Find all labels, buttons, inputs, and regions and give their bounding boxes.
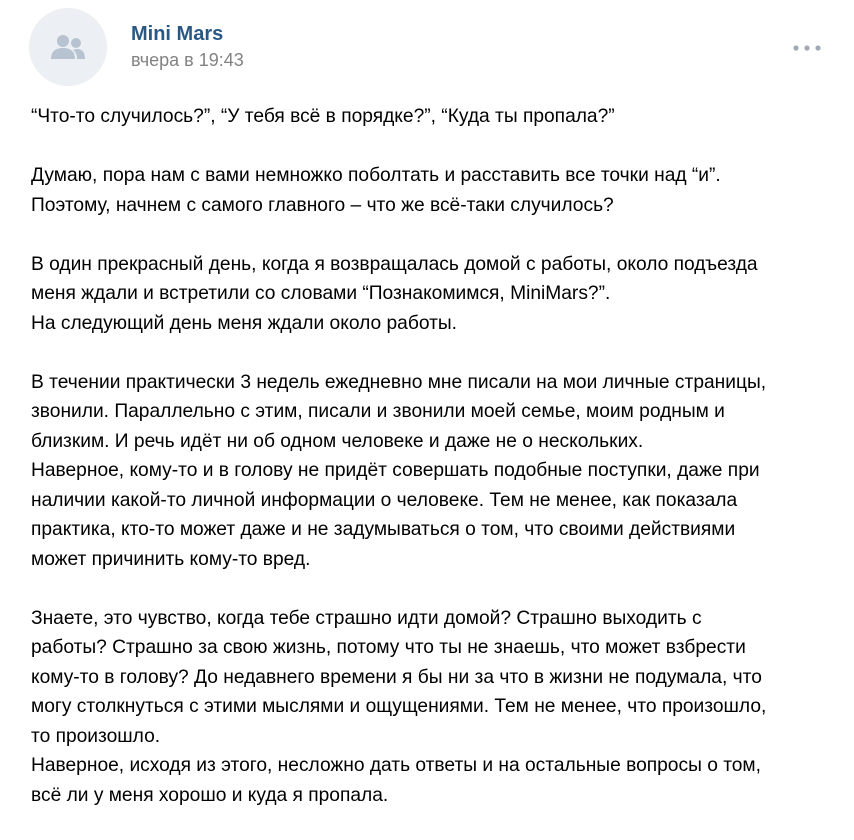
text-line: На следующий день меня ждали около работы. bbox=[31, 312, 457, 334]
post-header bbox=[0, 0, 854, 92]
avatar[interactable] bbox=[29, 8, 107, 86]
text-line: Думаю, пора нам с вами немножко поболтать и расставить все точки над “и”. bbox=[31, 165, 721, 186]
post-paragraph bbox=[31, 368, 831, 575]
text-line: В один прекрасный день, когда я возвращалась домой с работы, около подъезда bbox=[31, 253, 758, 275]
text-line: работы? Страшно за свою жизнь, потому что ты не знаешь, что может взбрести bbox=[31, 637, 746, 658]
text-line: Наверное, кому-то и в голову не придёт совершать подобные поступки, даже при bbox=[31, 460, 760, 481]
text-line: звонили. Параллельно с этим, писали и звонили моей семье, моим родным и bbox=[31, 401, 725, 422]
text-line: Поэтому, начнем с самого главного – что же всё-таки случилось? bbox=[31, 194, 614, 216]
text-line: близким. И речь идёт ни об одном человеке и даже не о нескольких. bbox=[31, 430, 644, 452]
text-line: может причинить кому-то вред. bbox=[31, 548, 311, 570]
more-options-button[interactable] bbox=[790, 36, 824, 58]
post-paragraph bbox=[31, 604, 831, 811]
text-line: всё ли у меня хорошо и куда я пропала. bbox=[31, 784, 389, 806]
text-line: В течении практически 3 недель ежедневно мне писали на мои личные страницы, bbox=[31, 371, 767, 393]
post-date[interactable]: вчера в 19:43 bbox=[131, 50, 244, 70]
post-paragraph bbox=[31, 161, 831, 220]
more-dots-icon bbox=[793, 38, 821, 56]
text-line: Знаете, это чувство, когда тебе страшно идти домой? Страшно выходить с bbox=[31, 607, 702, 629]
text-line: меня ждали и встретили со словами “Познакомимся, MiniMars?”. bbox=[31, 283, 611, 304]
text-line: наличии какой-то личной информации о человеке. Тем не менее, как показала bbox=[31, 489, 738, 511]
text-line: “Что-то случилось?”, “У тебя всё в порядке?”, “Куда ты пропала?” bbox=[31, 106, 615, 127]
post-paragraph bbox=[31, 102, 831, 132]
text-line: кому-то в голову? До недавнего времени я бы ни за что в жизни не подумала, что bbox=[31, 666, 762, 688]
post-paragraph bbox=[31, 250, 831, 339]
post-text bbox=[31, 102, 831, 840]
text-line: могу столкнуться с этими мыслями и ощущениями. Тем не менее, что произошло, bbox=[31, 696, 767, 717]
group-icon bbox=[49, 33, 87, 61]
author-name[interactable]: Mini Mars bbox=[131, 23, 224, 45]
text-line: то произошло. bbox=[31, 725, 161, 747]
text-line: практика, кто-то может даже и не задумываться о том, что своими действиями bbox=[31, 519, 736, 540]
text-line: Наверное, исходя из этого, несложно дать ответы и на остальные вопросы о том, bbox=[31, 755, 761, 776]
